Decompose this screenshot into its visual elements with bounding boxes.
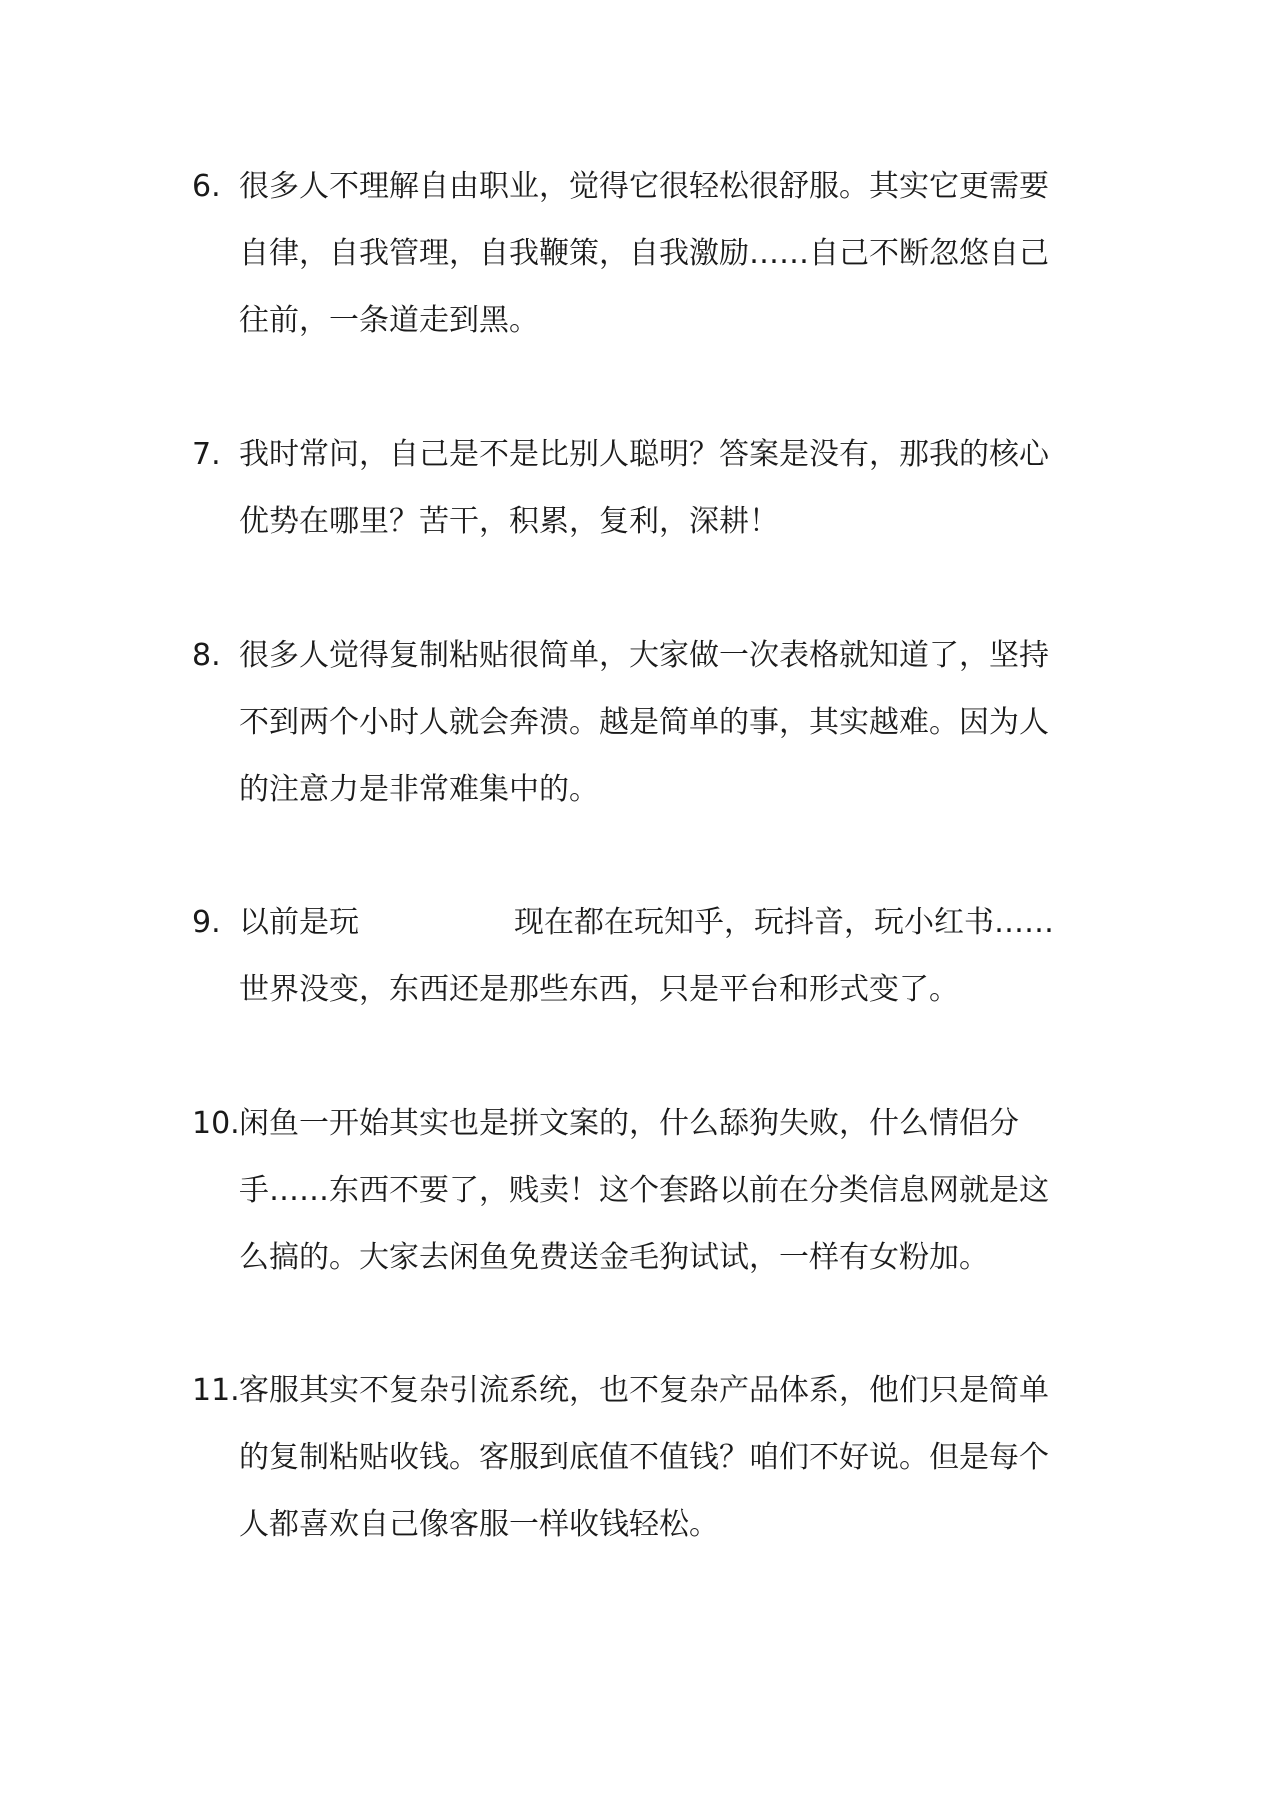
item-number: 11. bbox=[192, 1373, 240, 1408]
item-number: 6. bbox=[192, 169, 221, 204]
list-item-11 bbox=[192, 1357, 1092, 1558]
item-text-line: 的复制粘贴收钱。客服到底值不值钱？咱们不好说。但是每个 bbox=[239, 1440, 1049, 1475]
item-text-line: 手……东西不要了，贱卖！这个套路以前在分类信息网就是这 bbox=[239, 1173, 1049, 1208]
item-text-line: 的注意力是非常难集中的。 bbox=[239, 772, 599, 807]
item-number: 7. bbox=[192, 437, 221, 472]
list-item-6 bbox=[192, 153, 1092, 354]
list-item-9 bbox=[192, 889, 1092, 1023]
item-number: 8. bbox=[192, 638, 221, 673]
item-text-line: 人都喜欢自己像客服一样收钱轻松。 bbox=[239, 1507, 719, 1542]
item-text-line: 世界没变，东西还是那些东西，只是平台和形式变了。 bbox=[239, 972, 959, 1007]
list-item-8 bbox=[192, 622, 1092, 823]
item-text-line: 优势在哪里？苦干，积累，复利，深耕！ bbox=[239, 504, 779, 539]
item-text-line: 闲鱼一开始其实也是拼文案的，什么舔狗失败，什么情侣分 bbox=[239, 1106, 1019, 1141]
item-text-line: 自律，自我管理，自我鞭策，自我激励……自己不断忽悠自己 bbox=[239, 236, 1049, 271]
list-item-10 bbox=[192, 1090, 1092, 1291]
item-text-line: 么搞的。大家去闲鱼免费送金毛狗试试，一样有女粉加。 bbox=[239, 1240, 989, 1275]
list-item-7 bbox=[192, 421, 1092, 555]
item-text-line: 不到两个小时人就会奔溃。越是简单的事，其实越难。因为人 bbox=[239, 705, 1049, 740]
item-text-after-gap: 现在都在玩知乎，玩抖音，玩小红书…… bbox=[514, 905, 1054, 940]
item-text-line bbox=[192, 889, 1092, 956]
item-text-line: 我时常问，自己是不是比别人聪明？答案是没有，那我的核心 bbox=[239, 437, 1049, 472]
item-text-line: 很多人不理解自由职业，觉得它很轻松很舒服。其实它更需要 bbox=[239, 169, 1049, 204]
item-text-line: 客服其实不复杂引流系统，也不复杂产品体系，他们只是简单 bbox=[239, 1373, 1049, 1408]
item-number: 10. bbox=[192, 1106, 240, 1141]
item-text-line: 很多人觉得复制粘贴很简单，大家做一次表格就知道了，坚持 bbox=[239, 638, 1049, 673]
item-text-line: 往前，一条道走到黑。 bbox=[239, 303, 539, 338]
item-text-before-gap: 以前是玩 bbox=[239, 905, 359, 940]
item-number: 9. bbox=[192, 905, 221, 940]
